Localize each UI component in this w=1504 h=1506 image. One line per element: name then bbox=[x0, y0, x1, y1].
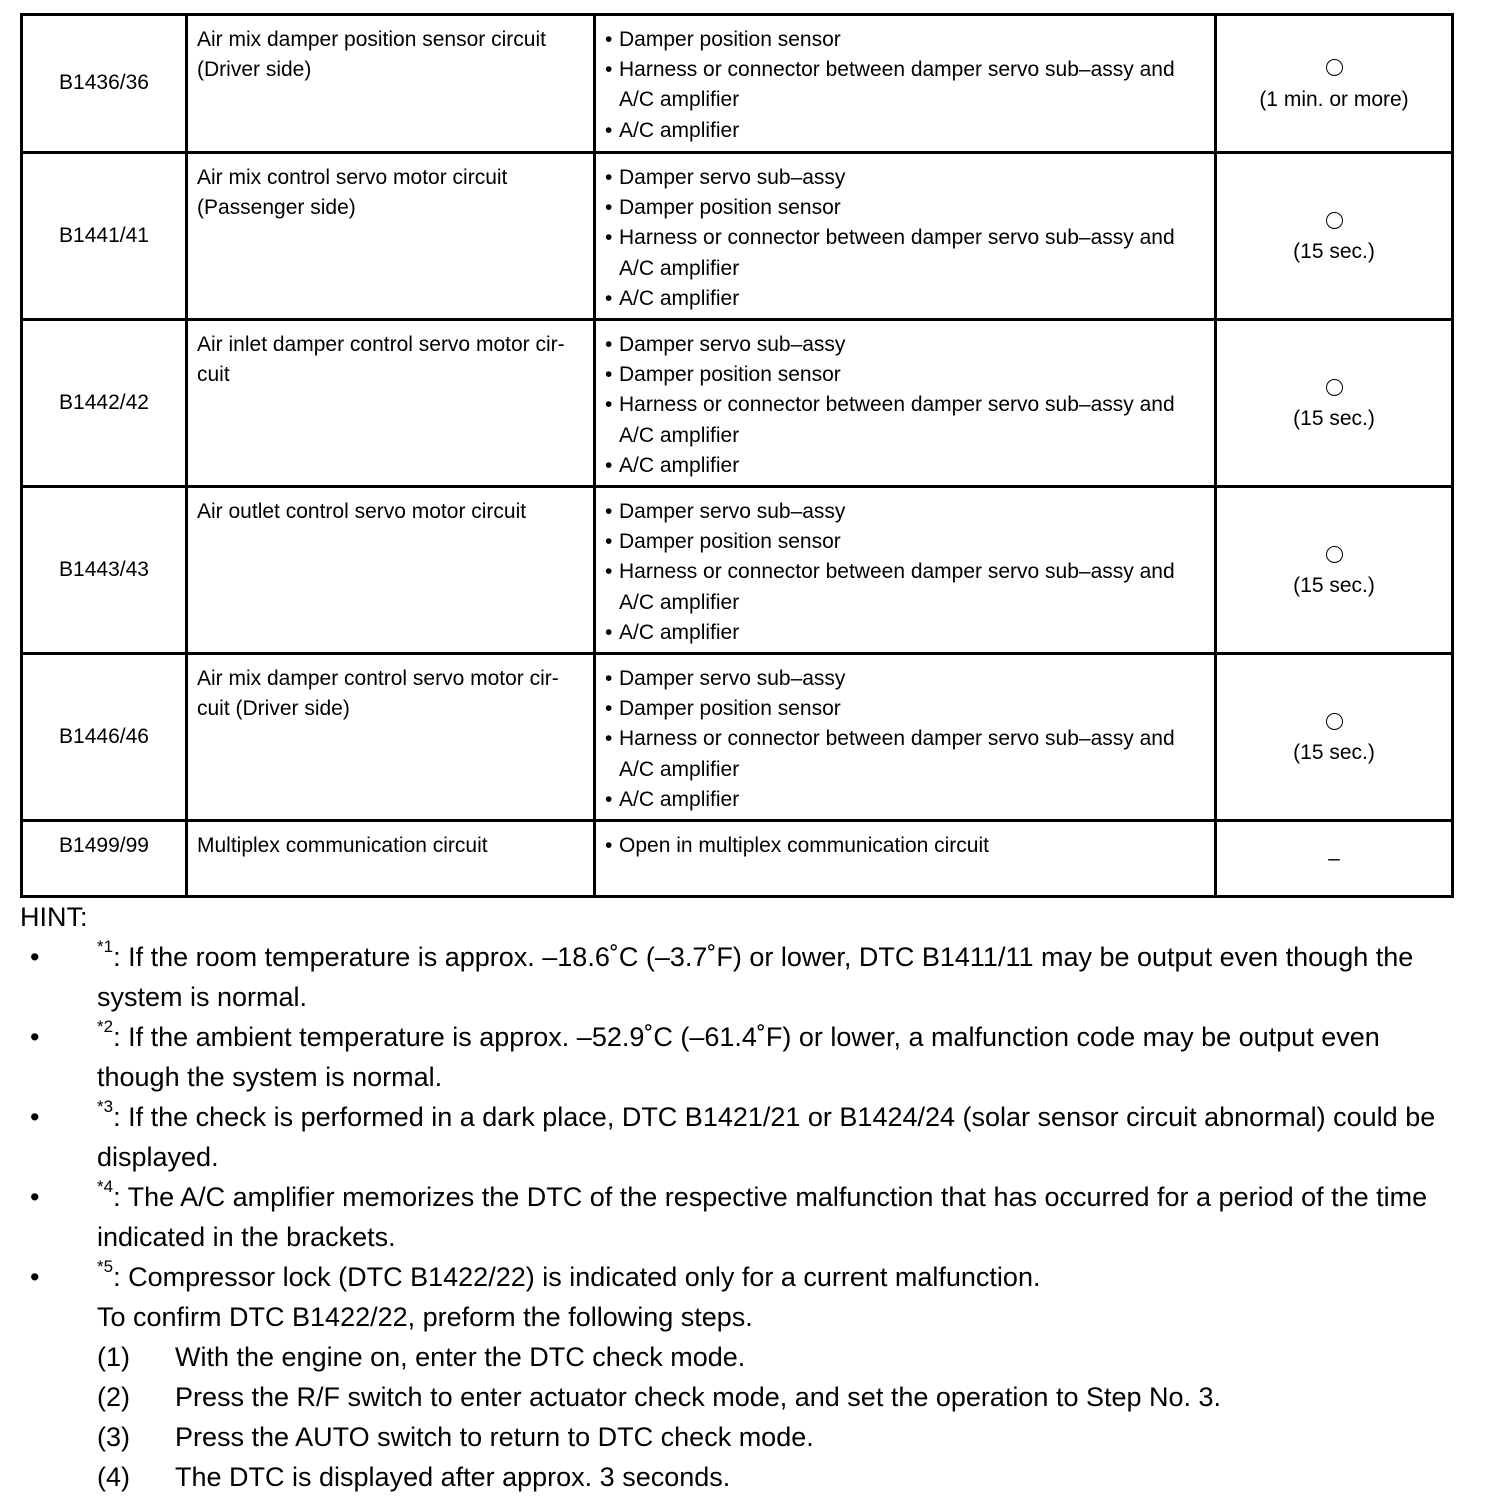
hint-item bbox=[20, 1257, 1460, 1497]
dtc-code: B1446/46 bbox=[22, 654, 187, 821]
memory-cell bbox=[1216, 15, 1453, 153]
memory-cell bbox=[1216, 153, 1453, 320]
dtc-code: B1436/36 bbox=[22, 15, 187, 153]
table-row bbox=[22, 821, 1453, 897]
cause-item: • Damper position sensor bbox=[605, 360, 1206, 390]
cause-item: • A/C amplifier bbox=[605, 618, 1206, 648]
table-row bbox=[22, 153, 1453, 320]
trouble-area bbox=[595, 654, 1216, 821]
cause-item: • Damper servo sub–assy bbox=[605, 664, 1206, 694]
hint-text: : The A/C amplifier memorizes the DTC of the respective malfunction that has occurred for a period of the time indicated in the brackets. bbox=[97, 1182, 1428, 1252]
cause-item: • Harness or connector between damper servo sub–assy and A/C amplifier bbox=[605, 390, 1206, 450]
cause-item: • Harness or connector between damper servo sub–assy and A/C amplifier bbox=[605, 223, 1206, 283]
memory-note: (15 sec.) bbox=[1293, 574, 1375, 598]
bullet-icon: • bbox=[30, 1102, 40, 1132]
item-line: (Passenger side) bbox=[197, 196, 356, 220]
footnote-mark: *1 bbox=[97, 937, 114, 956]
trouble-area bbox=[595, 153, 1216, 320]
step-number: (3) bbox=[97, 1422, 130, 1452]
step-item bbox=[97, 1457, 1460, 1497]
cause-item: • Damper servo sub–assy bbox=[605, 497, 1206, 527]
hint-section bbox=[20, 897, 1460, 1497]
memory-cell bbox=[1216, 320, 1453, 487]
trouble-area bbox=[595, 821, 1216, 897]
step-number: (4) bbox=[97, 1462, 130, 1492]
step-item bbox=[97, 1337, 1460, 1377]
step-text: Press the R/F switch to enter actuator check mode, and set the operation to Step No. 3. bbox=[175, 1382, 1222, 1412]
trouble-area bbox=[595, 320, 1216, 487]
memory-cell bbox=[1216, 487, 1453, 654]
cause-item: • Damper position sensor bbox=[605, 193, 1206, 223]
detection-item bbox=[187, 320, 595, 487]
hint-list bbox=[20, 937, 1460, 1497]
memory-note: (15 sec.) bbox=[1293, 240, 1375, 263]
cause-item: • A/C amplifier bbox=[605, 284, 1206, 314]
trouble-area bbox=[595, 487, 1216, 654]
item-line: cuit (Driver side) bbox=[197, 697, 350, 721]
circle-icon bbox=[1326, 713, 1343, 730]
table-row bbox=[22, 320, 1453, 487]
item-line: Air mix damper position sensor circuit bbox=[197, 28, 546, 51]
table-row bbox=[22, 15, 1453, 153]
detection-item bbox=[187, 153, 595, 320]
memory-note: (1 min. or more) bbox=[1259, 87, 1409, 111]
memory-cell bbox=[1216, 654, 1453, 821]
circle-icon bbox=[1326, 59, 1343, 76]
bullet-icon: • bbox=[30, 1022, 40, 1052]
dtc-code: B1441/41 bbox=[22, 153, 187, 320]
cause-item: • Damper position sensor bbox=[605, 25, 1206, 55]
cause-item: • Damper servo sub–assy bbox=[605, 330, 1206, 360]
dtc-code: B1499/99 bbox=[22, 821, 187, 897]
cause-item: • Open in multiplex communication circuit bbox=[605, 831, 1206, 861]
bullet-icon: • bbox=[30, 942, 40, 972]
detection-item bbox=[187, 15, 595, 153]
dtc-code: B1443/43 bbox=[22, 487, 187, 654]
memory-note: (15 sec.) bbox=[1293, 407, 1375, 431]
trouble-area bbox=[595, 15, 1216, 153]
memory-cell bbox=[1216, 821, 1453, 897]
item-line: cuit bbox=[197, 363, 230, 387]
cause-item: • Harness or connector between damper servo sub–assy and A/C amplifier bbox=[605, 557, 1206, 617]
cause-item: • Harness or connector between damper servo sub–assy and A/C amplifier bbox=[605, 55, 1206, 115]
footnote-mark: *2 bbox=[97, 1017, 114, 1036]
step-text: With the engine on, enter the DTC check mode. bbox=[175, 1342, 746, 1372]
hint-item bbox=[20, 937, 1460, 1017]
item-line: Air mix damper control servo motor cir- bbox=[197, 667, 559, 691]
hint-item bbox=[20, 1017, 1460, 1097]
bullet-icon: • bbox=[30, 1262, 40, 1292]
footnote-mark: *5 bbox=[97, 1257, 114, 1276]
item-line: Air inlet damper control servo motor cir- bbox=[197, 333, 565, 357]
hint-text: : If the ambient temperature is approx. –52.9˚C (–61.4˚F) or lower, a malfunction code may be output even though the system is normal. bbox=[97, 1022, 1380, 1092]
step-text: The DTC is displayed after approx. 3 seconds. bbox=[175, 1462, 731, 1492]
table-row bbox=[22, 654, 1453, 821]
dtc-table bbox=[20, 13, 1454, 898]
cause-item: • A/C amplifier bbox=[605, 451, 1206, 481]
step-item bbox=[97, 1417, 1460, 1457]
memory-note: – bbox=[1328, 846, 1340, 870]
cause-item: • Damper position sensor bbox=[605, 694, 1206, 724]
item-line: (Driver side) bbox=[197, 58, 312, 82]
bullet-icon: • bbox=[30, 1182, 40, 1212]
step-list bbox=[97, 1337, 1460, 1497]
hint-item bbox=[20, 1097, 1460, 1177]
detection-item bbox=[187, 487, 595, 654]
circle-icon bbox=[1326, 546, 1343, 563]
cause-item: • Damper servo sub–assy bbox=[605, 163, 1206, 193]
detection-item bbox=[187, 821, 595, 897]
dtc-code: B1442/42 bbox=[22, 320, 187, 487]
hint-item bbox=[20, 1177, 1460, 1257]
item-line: Multiplex communication circuit bbox=[197, 834, 488, 858]
cause-item: • Damper position sensor bbox=[605, 527, 1206, 557]
hint-text: : Compressor lock (DTC B1422/22) is indicated only for a current malfunction. bbox=[113, 1262, 1041, 1292]
step-item bbox=[97, 1377, 1460, 1417]
item-line: Air outlet control servo motor circuit bbox=[197, 500, 527, 524]
step-text: Press the AUTO switch to return to DTC check mode. bbox=[175, 1422, 814, 1452]
hint-title: HINT: bbox=[20, 902, 88, 932]
cause-item: • A/C amplifier bbox=[605, 785, 1206, 815]
step-number: (1) bbox=[97, 1342, 130, 1372]
circle-icon bbox=[1326, 212, 1343, 229]
item-line: Air mix control servo motor circuit bbox=[197, 166, 508, 189]
cause-item: • A/C amplifier bbox=[605, 116, 1206, 146]
step-number: (2) bbox=[97, 1382, 130, 1412]
table-row bbox=[22, 487, 1453, 654]
footnote-mark: *3 bbox=[97, 1097, 114, 1116]
detection-item bbox=[187, 654, 595, 821]
hint-text: : If the room temperature is approx. –18.6˚C (–3.7˚F) or lower, DTC B1411/11 may be output even though the system is normal. bbox=[97, 942, 1414, 1012]
cause-item: • Harness or connector between damper servo sub–assy and A/C amplifier bbox=[605, 724, 1206, 784]
confirm-text: To confirm DTC B1422/22, preform the following steps. bbox=[97, 1302, 753, 1332]
memory-note: (15 sec.) bbox=[1293, 741, 1375, 765]
hint-text: : If the check is performed in a dark place, DTC B1421/21 or B1424/24 (solar sensor circuit abnormal) could be displayed. bbox=[97, 1102, 1436, 1172]
footnote-mark: *4 bbox=[97, 1177, 114, 1196]
circle-icon bbox=[1326, 379, 1343, 396]
